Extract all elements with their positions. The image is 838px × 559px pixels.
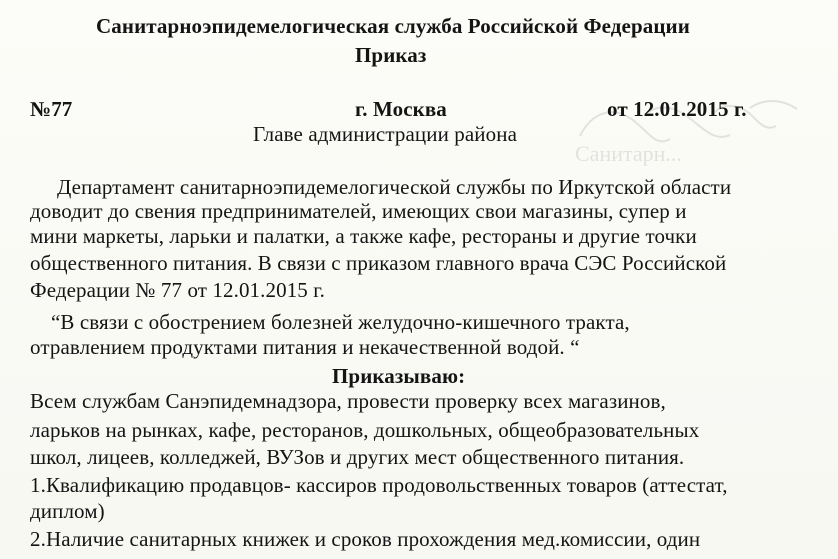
paragraph-line-2: доводит до свения предпринимателей, имеющих свои магазины, супер и	[30, 199, 687, 223]
orders-heading: Приказываю:	[332, 364, 466, 388]
paragraph-line-1: Департамент санитарноэпидемелогической службы по Иркутской области	[57, 175, 732, 199]
quote-line-2: отравлением продуктами питания и некачественной водой. “	[30, 335, 580, 359]
item-1-line-2: диплом)	[30, 499, 105, 523]
body-line-1: Всем службам Санэпидемнадзора, провести проверку всех магазинов,	[30, 389, 666, 413]
paragraph-line-5: Федерации № 77 от 12.01.2015 г.	[30, 278, 325, 302]
item-1-line-1: 1.Квалификацию продавцов- кассиров продовольственных товаров (аттестат,	[30, 473, 728, 497]
item-2-line-1: 2.Наличие санитарных книжек и сроков прохождения мед.комиссии, один	[30, 527, 701, 551]
document-title: Санитарноэпидемелогическая служба Российской Федерации	[96, 14, 690, 38]
svg-text:Санитарн...: Санитарн...	[575, 141, 682, 166]
order-number: №77	[30, 97, 73, 121]
order-city: г. Москва	[355, 97, 447, 121]
paragraph-line-4: общественного питания. В связи с приказом главного врача СЭС Российской	[30, 251, 727, 275]
order-date: от 12.01.2015 г.	[607, 97, 747, 121]
document-subtitle: Приказ	[355, 43, 427, 67]
quote-line-1: “В связи с обострением болезней желудочно-кишечного тракта,	[51, 310, 630, 334]
addressee: Главе администрации района	[253, 122, 517, 146]
paragraph-line-3: мини маркеты, ларьки и палатки, а также кафе, рестораны и другие точки	[30, 224, 697, 248]
body-line-3: школ, лицеев, колледжей, ВУЗов и других мест общественного питания.	[30, 445, 685, 469]
body-line-2: ларьков на рынках, кафе, ресторанов, дошкольных, общеобразовательных	[30, 418, 700, 442]
